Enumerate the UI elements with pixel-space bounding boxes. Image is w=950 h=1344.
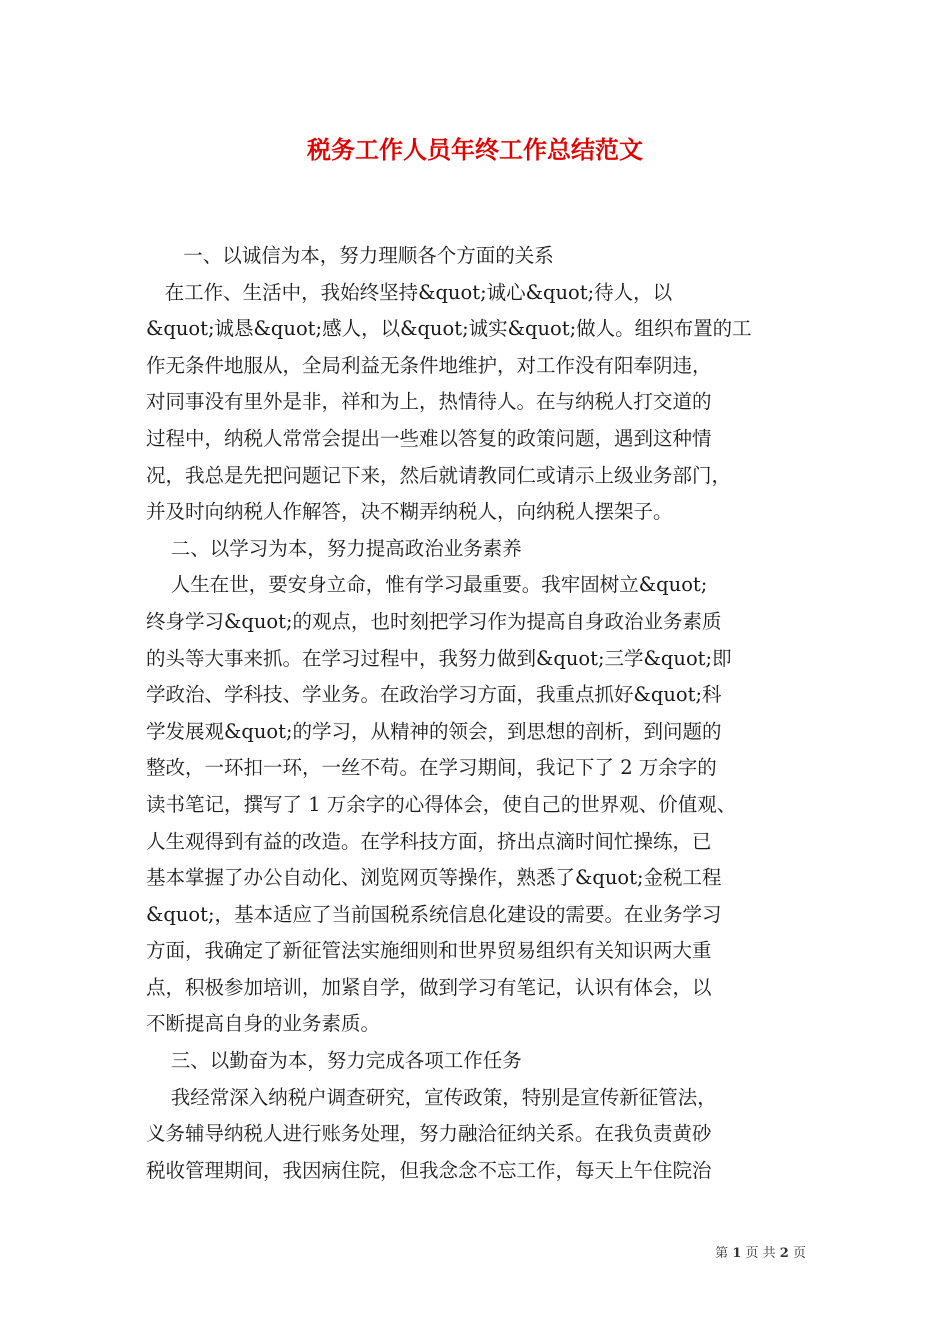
text-line: &quot;，基本适应了当前国税系统信息化建设的需要。在业务学习	[146, 902, 722, 926]
text-line: &quot;诚恳&quot;感人，以&quot;诚实&quot;做人。组织布置的工	[146, 317, 752, 341]
footer-middle: 页 共	[745, 1246, 776, 1261]
text-line: 过程中，纳税人常常会提出一些难以答复的政策问题，遇到这种情	[146, 426, 712, 450]
text-line: 二、以学习为本，努力提高政治业务素养	[146, 536, 522, 560]
footer-prefix: 第	[715, 1246, 729, 1261]
text-line: 一、以诚信为本，努力理顺各个方面的关系	[146, 244, 554, 267]
text-line: 在工作、生活中，我始终坚持&quot;诚心&quot;待人，以	[146, 280, 673, 304]
text-line: 我经常深入纳税户调查研究，宣传政策，特别是宣传新征管法，	[146, 1085, 717, 1109]
text-line: 对同事没有里外是非，祥和为上，热情待人。在与纳税人打交道的	[146, 390, 712, 414]
text-line: 税收管理期间，我因病住院，但我念念不忘工作，每天上午住院治	[146, 1158, 712, 1182]
text-line: 作无条件地服从，全局利益无条件地维护，对工作没有阳奉阴违，	[146, 353, 712, 377]
text-line: 不断提高自身的业务素质。	[146, 1012, 381, 1036]
current-page-number: 1	[732, 1246, 742, 1261]
text-line: 读书笔记，撰写了 1 万余字的心得体会，使自己的世界观、价值观、	[146, 792, 737, 816]
text-line: 整改，一环扣一环，一丝不苟。在学习期间，我记下了 2 万余字的	[146, 756, 717, 780]
document-title: 税务工作人员年终工作总结范文	[307, 135, 643, 164]
text-line: 点，积极参加培训，加紧自学，做到学习有笔记，认识有体会，以	[146, 975, 712, 999]
text-line: 基本掌握了办公自动化、浏览网页等操作，熟悉了&quot;金税工程	[146, 866, 722, 890]
text-line: 三、以勤奋为本，努力完成各项工作任务	[146, 1049, 522, 1073]
text-line: 义务辅导纳税人进行账务处理，努力融洽征纳关系。在我负责黄砂	[146, 1122, 712, 1146]
text-line: 人生观得到有益的改造。在学科技方面，挤出点滴时间忙操练，已	[146, 829, 712, 853]
text-line: 终身学习&quot;的观点，也时刻把学习作为提高自身政治业务素质	[146, 609, 722, 633]
text-line: 并及时向纳税人作解答，决不糊弄纳税人，向纳税人摆架子。	[146, 500, 673, 524]
text-line: 况，我总是先把问题记下来，然后就请教同仁或请示上级业务部门，	[146, 463, 732, 487]
text-line: 学发展观&quot;的学习，从精神的领会，到思想的剖析，到问题的	[146, 719, 722, 743]
document-body	[146, 238, 806, 1189]
page-footer	[700, 1245, 806, 1263]
text-line: 学政治、学科技、学业务。在政治学习方面，我重点抓好&quot;科	[146, 683, 722, 707]
text-line: 方面，我确定了新征管法实施细则和世界贸易组织有关知识两大重	[146, 939, 712, 963]
footer-suffix: 页	[792, 1246, 806, 1261]
text-line: 人生在世，要安身立命，惟有学习最重要。我牢固树立&quot;	[146, 573, 708, 597]
total-page-number: 2	[779, 1246, 789, 1261]
text-line: 的头等大事来抓。在学习过程中，我努力做到&quot;三学&quot;即	[146, 646, 732, 670]
